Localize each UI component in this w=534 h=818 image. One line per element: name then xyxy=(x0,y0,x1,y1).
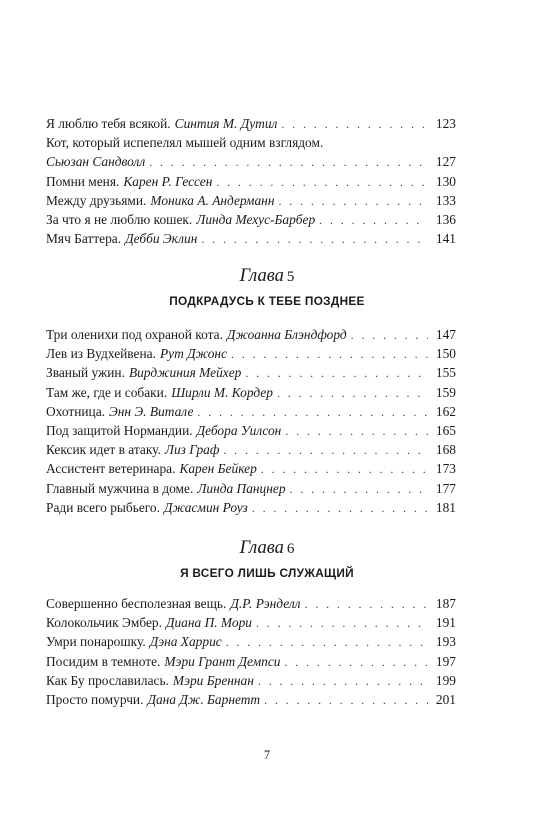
chapter-heading xyxy=(0,538,534,559)
entry-page: 168 xyxy=(435,442,456,458)
entry-author: Линда Панцнер xyxy=(197,480,286,496)
dot-leader xyxy=(264,691,428,710)
entry-title: Посидим в темноте. xyxy=(46,653,161,669)
entry-title: Главный мужчина в доме. xyxy=(46,480,194,496)
entry-author: Моника А. Андерманн xyxy=(150,192,275,208)
page-number: 7 xyxy=(263,748,271,762)
dot-leader xyxy=(226,633,428,652)
toc-entry xyxy=(46,402,456,421)
dot-leader xyxy=(223,441,428,460)
entry-author: Карен Бейкер xyxy=(179,461,257,477)
entry-page: 136 xyxy=(435,211,456,227)
chapter-number: 6 xyxy=(286,541,295,557)
toc-entry xyxy=(46,191,456,210)
entry-author: Джоанна Блэндфорд xyxy=(226,327,347,342)
entry-title: Колокольчик Эмбер. xyxy=(46,615,162,631)
dot-leader xyxy=(290,480,428,499)
entry-title: Кот, который испепелял мышей одним взглядом. xyxy=(46,135,324,151)
entry-page: 199 xyxy=(435,672,456,688)
toc-section-top xyxy=(46,114,456,248)
entry-author: Рут Джонс xyxy=(159,346,228,362)
dot-leader xyxy=(252,499,428,518)
entry-page: 155 xyxy=(435,365,456,381)
dot-leader xyxy=(216,173,428,192)
toc-entry xyxy=(46,459,456,478)
entry-title: За что я не люблю кошек. xyxy=(46,211,193,227)
entry-page: 193 xyxy=(435,634,456,650)
entry-page: 159 xyxy=(435,384,456,400)
chapter-subtitle: Я ВСЕГО ЛИШЬ СЛУЖАЩИЙ xyxy=(180,566,354,580)
dot-leader xyxy=(278,192,428,211)
toc-entry xyxy=(46,344,456,363)
entry-author: Дебби Эклин xyxy=(125,231,198,247)
toc-entry xyxy=(46,440,456,459)
entry-title: Охотница. xyxy=(46,403,106,419)
entry-author: Линда Мехус-Барбер xyxy=(196,211,316,227)
entry-title: Лев из Вудхейвена. xyxy=(46,346,156,362)
dot-leader xyxy=(319,211,428,230)
entry-page: 165 xyxy=(435,422,456,438)
dot-leader xyxy=(201,230,428,249)
entry-title: Умри понарошку. xyxy=(46,634,146,650)
toc-entry xyxy=(46,421,456,440)
entry-title: Там же, где и собаки. xyxy=(46,384,168,400)
dot-leader xyxy=(231,345,428,364)
dot-leader xyxy=(305,595,428,614)
entry-title: Мяч Баттера. xyxy=(46,231,122,247)
dot-leader xyxy=(245,364,428,383)
entry-title: Кексик идет в атаку. xyxy=(46,442,161,458)
dot-leader xyxy=(285,422,428,441)
entry-page: 150 xyxy=(435,346,456,362)
entry-author: Синтия М. Дутил xyxy=(174,116,278,131)
dot-leader xyxy=(277,384,428,403)
entry-author: Дэна Харрис xyxy=(149,634,222,650)
entry-author: Мэри Бреннан xyxy=(172,672,254,688)
chapter-heading xyxy=(0,266,534,287)
toc-entry xyxy=(46,613,456,632)
toc-entry xyxy=(46,652,456,671)
entry-page: 173 xyxy=(435,461,456,477)
entry-author: Дана Дж. Барнетт xyxy=(147,691,261,707)
dot-leader xyxy=(256,614,428,633)
toc-entry xyxy=(46,383,456,402)
dot-leader xyxy=(351,326,428,345)
toc-entry xyxy=(46,133,456,152)
toc-entry xyxy=(46,325,456,344)
toc-entry xyxy=(46,594,456,613)
toc-entry xyxy=(46,479,456,498)
entry-page: 191 xyxy=(435,615,456,631)
toc-entry xyxy=(46,690,456,709)
entry-page: 130 xyxy=(435,173,456,189)
entry-title: Между друзьями. xyxy=(46,192,147,208)
entry-author: Дебора Уилсон xyxy=(196,422,282,438)
entry-page: 127 xyxy=(435,154,456,170)
toc-entry xyxy=(46,229,456,248)
chapter-number: 5 xyxy=(286,269,295,285)
chapter-subtitle: ПОДКРАДУСЬ К ТЕБЕ ПОЗДНЕЕ xyxy=(169,294,365,308)
entry-title: Просто помурчи. xyxy=(46,691,144,707)
entry-author: Мэри Грант Демпси xyxy=(164,653,281,669)
entry-author: Сьюзан Сандволл xyxy=(46,154,146,170)
dot-leader xyxy=(285,653,429,672)
toc-entry xyxy=(46,632,456,651)
entry-title: Я люблю тебя всякой. xyxy=(46,116,171,131)
entry-title: Три оленихи под охраной кота. xyxy=(46,327,223,342)
toc-entry xyxy=(46,210,456,229)
toc-entry xyxy=(46,152,456,171)
entry-title: Званый ужин. xyxy=(46,365,125,381)
entry-page: 197 xyxy=(435,653,456,669)
toc-section-chapter6 xyxy=(46,594,456,709)
entry-page: 201 xyxy=(435,691,456,707)
toc-entry xyxy=(46,114,456,133)
entry-author: Д.Р. Рэнделл xyxy=(230,596,301,611)
dot-leader xyxy=(281,115,428,134)
entry-title: Под защитой Нормандии. xyxy=(46,422,193,438)
entry-author: Энн Э. Витале xyxy=(109,403,194,419)
chapter-word: Глава xyxy=(239,538,284,558)
toc-entry xyxy=(46,671,456,690)
chapter-word: Глава xyxy=(239,266,284,286)
entry-author: Лиз Граф xyxy=(164,442,220,458)
entry-page: 181 xyxy=(435,499,456,515)
dot-leader xyxy=(197,403,428,422)
entry-page: 141 xyxy=(435,231,456,247)
entry-author: Вирджиния Мейхер xyxy=(128,365,242,381)
entry-title: Ассистент ветеринара. xyxy=(46,461,176,477)
entry-page: 187 xyxy=(435,596,456,611)
entry-author: Карен Р. Гессен xyxy=(123,173,213,189)
entry-page: 162 xyxy=(435,403,456,419)
entry-page: 177 xyxy=(435,480,456,496)
entry-author: Ширли М. Кордер xyxy=(171,384,273,400)
entry-page: 123 xyxy=(435,116,456,131)
toc-entry xyxy=(46,498,456,517)
entry-author: Джасмин Роуз xyxy=(163,499,248,515)
toc-section-chapter5 xyxy=(46,325,456,517)
entry-title: Как Бу прославилась. xyxy=(46,672,169,688)
entry-title: Совершенно бесполезная вещь. xyxy=(46,596,227,611)
dot-leader xyxy=(149,153,428,172)
toc-entry xyxy=(46,172,456,191)
dot-leader xyxy=(258,672,428,691)
entry-page: 133 xyxy=(435,192,456,208)
toc-entry xyxy=(46,363,456,382)
entry-author: Диана П. Мори xyxy=(165,615,252,631)
dot-leader xyxy=(261,460,428,479)
entry-title: Помни меня. xyxy=(46,173,120,189)
entry-title: Ради всего рыбьего. xyxy=(46,499,160,515)
entry-page: 147 xyxy=(435,327,456,342)
